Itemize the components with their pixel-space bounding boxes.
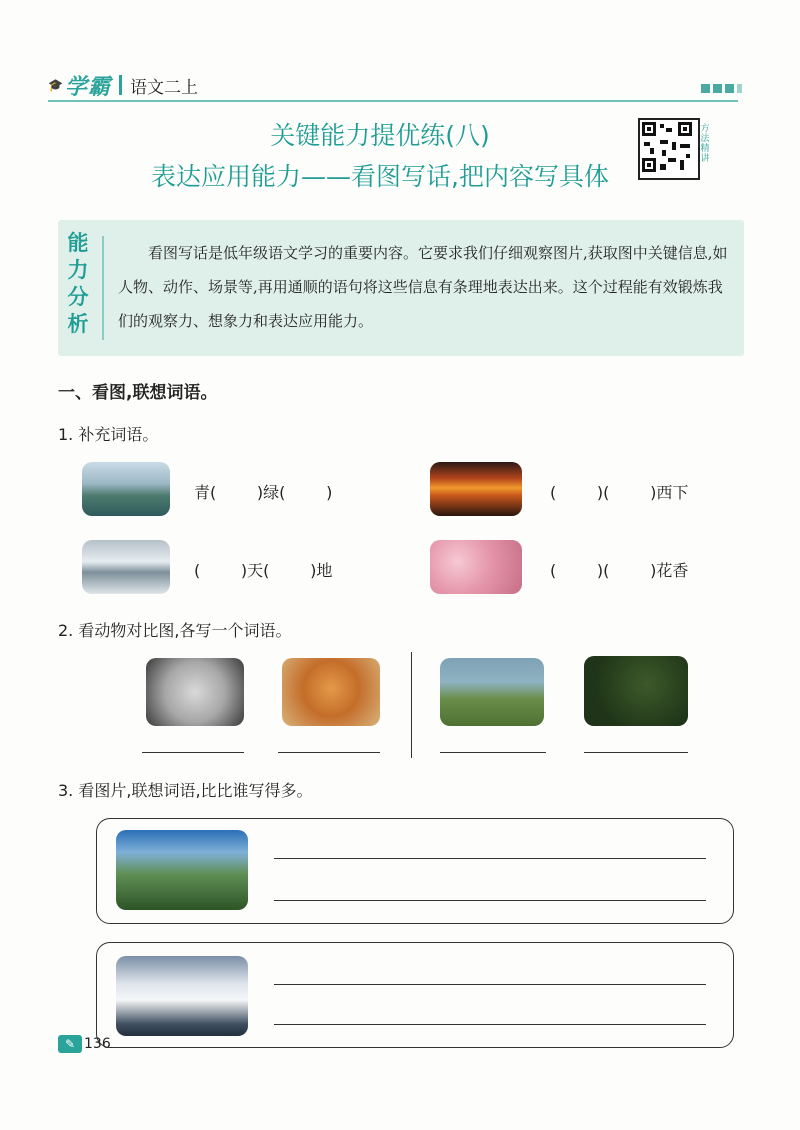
question-2-title: 2. 看动物对比图,各写一个词语。 <box>58 621 292 640</box>
side-char: 力 <box>67 258 89 282</box>
comparison-divider <box>411 652 412 758</box>
page-number: 136 <box>84 1036 111 1052</box>
blossom-bird-picture <box>430 540 522 594</box>
question-1-title: 1. 补充词语。 <box>58 425 159 444</box>
section-title: 一、看图,联想词语。 <box>58 383 218 403</box>
sea-of-clouds-picture <box>116 956 248 1036</box>
grassland-herd-picture <box>116 830 248 910</box>
answer-line[interactable] <box>584 752 688 753</box>
question-3-title: 3. 看图片,联想词语,比比谁写得多。 <box>58 781 313 800</box>
answer-line[interactable] <box>274 900 706 901</box>
fill-blank-item[interactable]: ( )( )花香 <box>550 561 689 580</box>
divider <box>119 75 122 95</box>
page-subtitle: 表达应用能力——看图写话,把内容写具体 <box>151 162 609 191</box>
answer-line[interactable] <box>274 1024 706 1025</box>
elephant-picture <box>440 658 544 726</box>
fill-blank-item[interactable]: 青( )绿( ) <box>194 483 333 502</box>
page-title: 关键能力提优练(八) <box>270 121 490 150</box>
page-number-badge <box>58 1035 111 1053</box>
answer-line[interactable] <box>274 858 706 859</box>
answer-line[interactable] <box>278 752 380 753</box>
qr-code-icon[interactable] <box>638 118 700 180</box>
sunset-picture <box>430 462 522 516</box>
answer-line[interactable] <box>274 984 706 985</box>
header-decoration <box>701 84 742 93</box>
fill-blank-item[interactable]: ( )( )西下 <box>550 483 689 502</box>
fill-blank-item[interactable]: ( )天( )地 <box>194 561 333 580</box>
book-title: 语文二上 <box>129 77 198 98</box>
mountain-lake-picture <box>82 462 170 516</box>
side-char: 析 <box>67 312 89 336</box>
side-char: 分 <box>67 285 89 309</box>
bee-on-flower-picture <box>584 656 688 726</box>
pencil-icon: ✎ <box>58 1035 82 1053</box>
ability-text: 看图写话是低年级语文学习的重要内容。它要求我们仔细观察图片,获取图中关键信息,如人物、动作、场景等,再用通顺的语句将这些信息有条理地表达出来。这个过程能有效锻炼我们的观察力、想象力和表达应用能力。 <box>118 244 728 330</box>
snowy-land-picture <box>82 540 170 594</box>
answer-line[interactable] <box>142 752 244 753</box>
graduation-cap-icon: 🎓 <box>48 78 63 92</box>
qr-side-label: 方法精讲 <box>700 124 710 164</box>
tiger-picture <box>282 658 380 726</box>
ability-analysis-box <box>58 220 744 356</box>
brand-logo: 学霸 <box>64 74 111 100</box>
answer-line[interactable] <box>440 752 546 753</box>
side-char: 能 <box>67 231 89 255</box>
sheep-picture <box>146 658 244 726</box>
ability-side-label <box>64 230 92 338</box>
divider <box>102 236 104 340</box>
header-rule <box>48 100 738 102</box>
brand-header <box>48 70 198 100</box>
